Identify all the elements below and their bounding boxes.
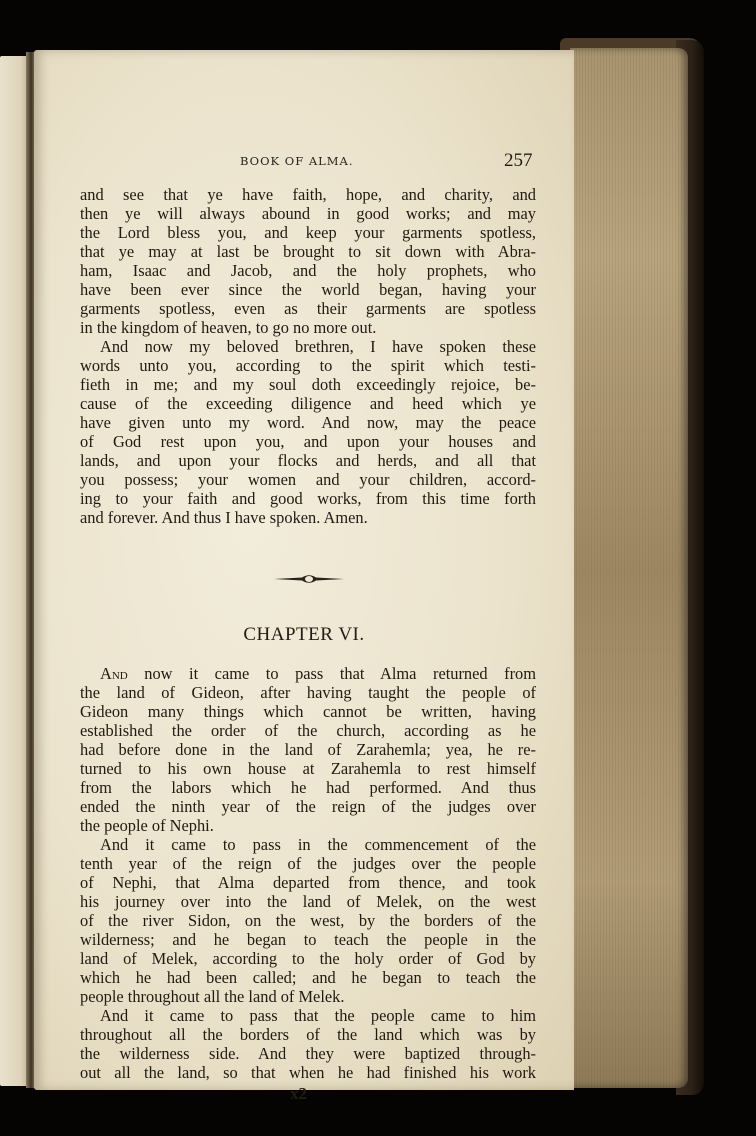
text-line: from the labors which he had performed. And thus	[80, 778, 536, 797]
text-line: the Lord bless you, and keep your garments spotless,	[80, 223, 536, 242]
page-number: 257	[504, 150, 533, 171]
text-line: land of Melek, according to the holy order of God by	[80, 949, 536, 968]
text-line: wilderness; and he began to teach the people in the	[80, 930, 536, 949]
text-line: have given unto my word. And now, may the peace	[80, 413, 536, 432]
text-line: cause of the exceeding diligence and heed which ye	[80, 394, 536, 413]
text-line: of the river Sidon, on the west, by the borders of the	[80, 911, 536, 930]
text-line: Gideon many things which cannot be written, having	[80, 702, 536, 721]
text-line: then ye will always abound in good works; and may	[80, 204, 536, 223]
text-line: And it came to pass in the commencement of the	[100, 835, 536, 854]
text-block-chapter	[80, 664, 536, 1082]
text-line: ended the ninth year of the reign of the judges over	[80, 797, 536, 816]
text-line: turned to his own house at Zarahemla to rest himself	[80, 759, 536, 778]
text-line: the people of Nephi.	[80, 816, 214, 835]
text-line: ham, Isaac and Jacob, and the holy prophets, who	[80, 261, 536, 280]
text-line: words unto you, according to the spirit which testi-	[80, 356, 536, 375]
text-line: in the kingdom of heaven, to go no more out.	[80, 318, 377, 337]
text-line: have been ever since the world began, having your	[80, 280, 536, 299]
text-line: ing to your faith and good works, from this time forth	[80, 489, 536, 508]
running-title: BOOK OF ALMA.	[240, 154, 354, 168]
section-ornament	[274, 571, 344, 587]
chapter-first-word: And	[100, 664, 128, 683]
text-line: of God rest upon you, and upon your houses and	[80, 432, 536, 451]
text-line: And it came to pass that the people came to him	[100, 1006, 536, 1025]
text-line: you possess; your women and your children, accord-	[80, 470, 536, 489]
text-line: tenth year of the reign of the judges over the people	[80, 854, 536, 873]
text-line: and forever. And thus I have spoken. Amen.	[80, 508, 368, 527]
text-line: of Nephi, that Alma departed from thence, and took	[80, 873, 536, 892]
text-block-top	[80, 185, 536, 527]
signature-mark: x2	[290, 1084, 307, 1103]
text-line: and see that ye have faith, hope, and charity, and	[80, 185, 536, 204]
text-line: had before done in the land of Zarahemla; yea, he re-	[80, 740, 536, 759]
text-line: his journey over into the land of Melek, on the west	[80, 892, 536, 911]
chapter-opening-line	[80, 664, 536, 683]
text-line: established the order of the church, according as he	[80, 721, 536, 740]
text-line: people throughout all the land of Melek.	[80, 987, 345, 1006]
text-line: the land of Gideon, after having taught the people of	[80, 683, 536, 702]
book-page	[34, 50, 574, 1103]
running-head	[34, 150, 574, 174]
page-fore-edge	[570, 48, 688, 1088]
text-line: And now my beloved brethren, I have spoken these	[100, 337, 536, 356]
text-line: throughout all the borders of the land which was by	[80, 1025, 536, 1044]
text-line: that ye may at last be brought to sit down with Abra-	[80, 242, 536, 261]
text-line: garments spotless, even as their garments are spotless	[80, 299, 536, 318]
text-line: out all the land, so that when he had finished his work	[80, 1063, 536, 1082]
chapter-heading: CHAPTER VI.	[243, 624, 365, 645]
text-line: the wilderness side. And they were baptized through-	[80, 1044, 536, 1063]
text-line: which he had been called; and he began to teach the	[80, 968, 536, 987]
text-line: lands, and upon your flocks and herds, and all that	[80, 451, 536, 470]
chapter-opening-rest: now it came to pass that Alma returned from	[127, 664, 536, 683]
text-line: fieth in me; and my soul doth exceedingly rejoice, be-	[80, 375, 536, 394]
